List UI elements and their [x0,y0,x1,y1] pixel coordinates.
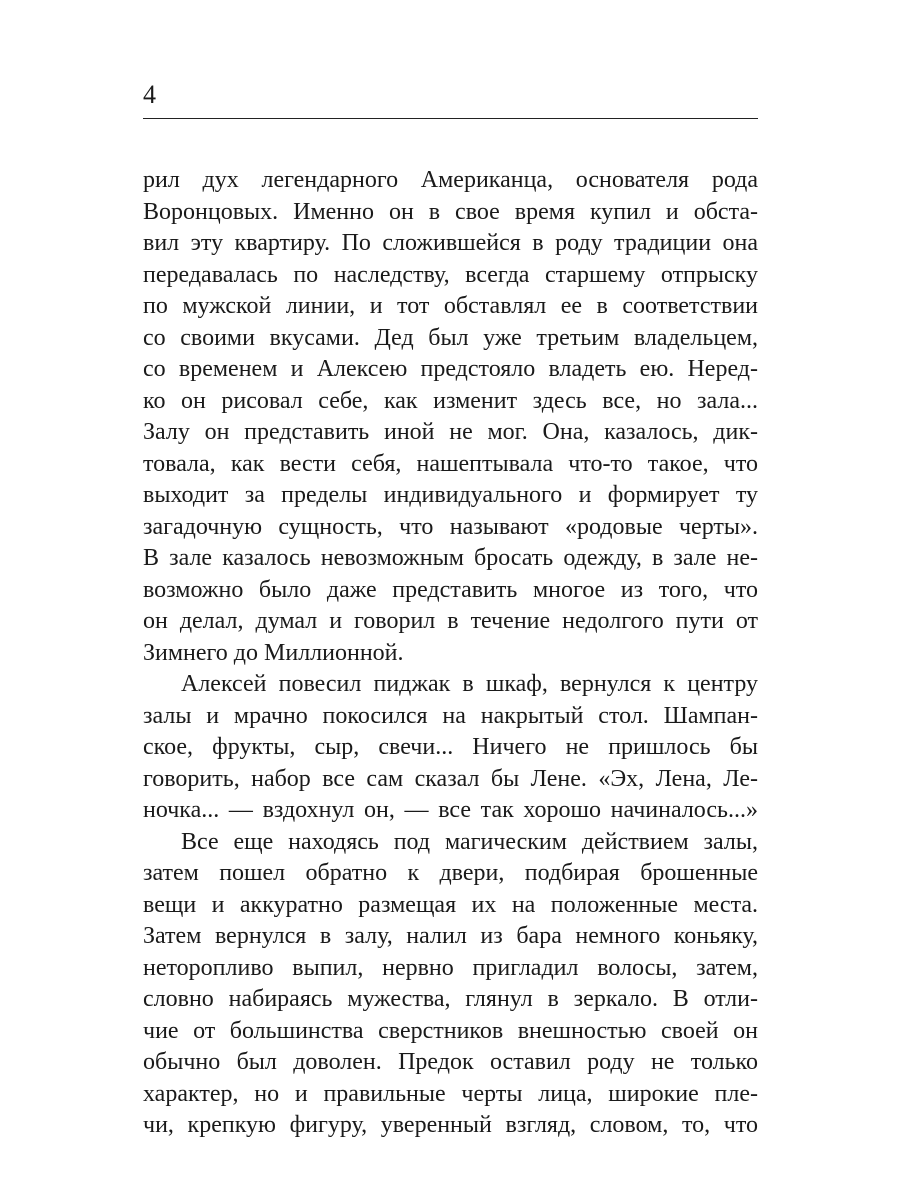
text-line: ское, фрукты, сыр, свечи... Ничего не пришлось бы [143,734,758,760]
text-line: передавалась по наследству, всегда старшему отпрыску [143,261,758,288]
text-line: Все еще находясь под магическим действием залы, [181,828,758,855]
text-line: со временем и Алексею предстояло владеть ею. Неред- [143,356,758,382]
text-line: Алексей повесил пиджак в шкаф, вернулся к центру [181,671,758,697]
text-line: Воронцовых. Именно он в свое время купил и обста- [143,198,758,225]
body-text [143,165,758,1142]
text-line: говорить, набор все сам сказал бы Лене. «Эх, Лена, Ле- [143,765,758,792]
text-line: словно набираясь мужества, глянул в зеркало. В отли- [143,986,758,1012]
text-line: загадочную сущность, что называют «родовые черты». [143,513,758,540]
text-line: залы и мрачно покосился на накрытый стол. Шампан- [143,702,758,729]
text-line: затем пошел обратно к двери, подбирая брошенные [143,860,758,886]
text-line: ночка... — вздохнул он, — все так хорошо начиналось...» [143,797,758,823]
header-rule [143,118,758,119]
text-line: по мужской линии, и тот обставлял ее в соответствии [143,293,758,319]
text-line: В зале казалось невозможным бросать одежду, в зале не- [143,545,758,571]
text-line: вил эту квартиру. По сложившейся в роду традиции она [143,230,758,256]
text-line: Залу он представить иной не мог. Она, казалось, дик- [143,419,758,445]
text-line: Зимнего до Миллионной. [143,639,404,666]
text-line: обычно был доволен. Предок оставил роду не только [143,1049,758,1075]
text-line: чие от большинства сверстников внешностью своей он [143,1017,758,1044]
text-line: чи, крепкую фигуру, уверенный взгляд, словом, то, что [143,1112,758,1138]
text-line: Затем вернулся в залу, налил из бара немного коньяку, [143,923,758,949]
page-number: 4 [143,80,156,109]
text-line: выходит за пределы индивидуального и формирует ту [143,482,758,508]
text-line: вещи и аккуратно размещая их на положенные места. [143,891,758,918]
text-line: он делал, думал и говорил в течение недолгого пути от [143,608,758,634]
text-line: рил дух легендарного Американца, основателя рода [143,167,758,193]
text-line: товала, как вести себя, нашептывала что-то такое, что [143,450,758,477]
text-line: возможно было даже представить многое из того, что [143,576,758,603]
text-line: со своими вкусами. Дед был уже третьим владельцем, [143,324,758,351]
text-line: неторопливо выпил, нервно пригладил волосы, затем, [143,954,758,981]
text-line: ко он рисовал себе, как изменит здесь все, но зала... [143,387,758,414]
text-line: характер, но и правильные черты лица, широкие пле- [143,1080,758,1107]
